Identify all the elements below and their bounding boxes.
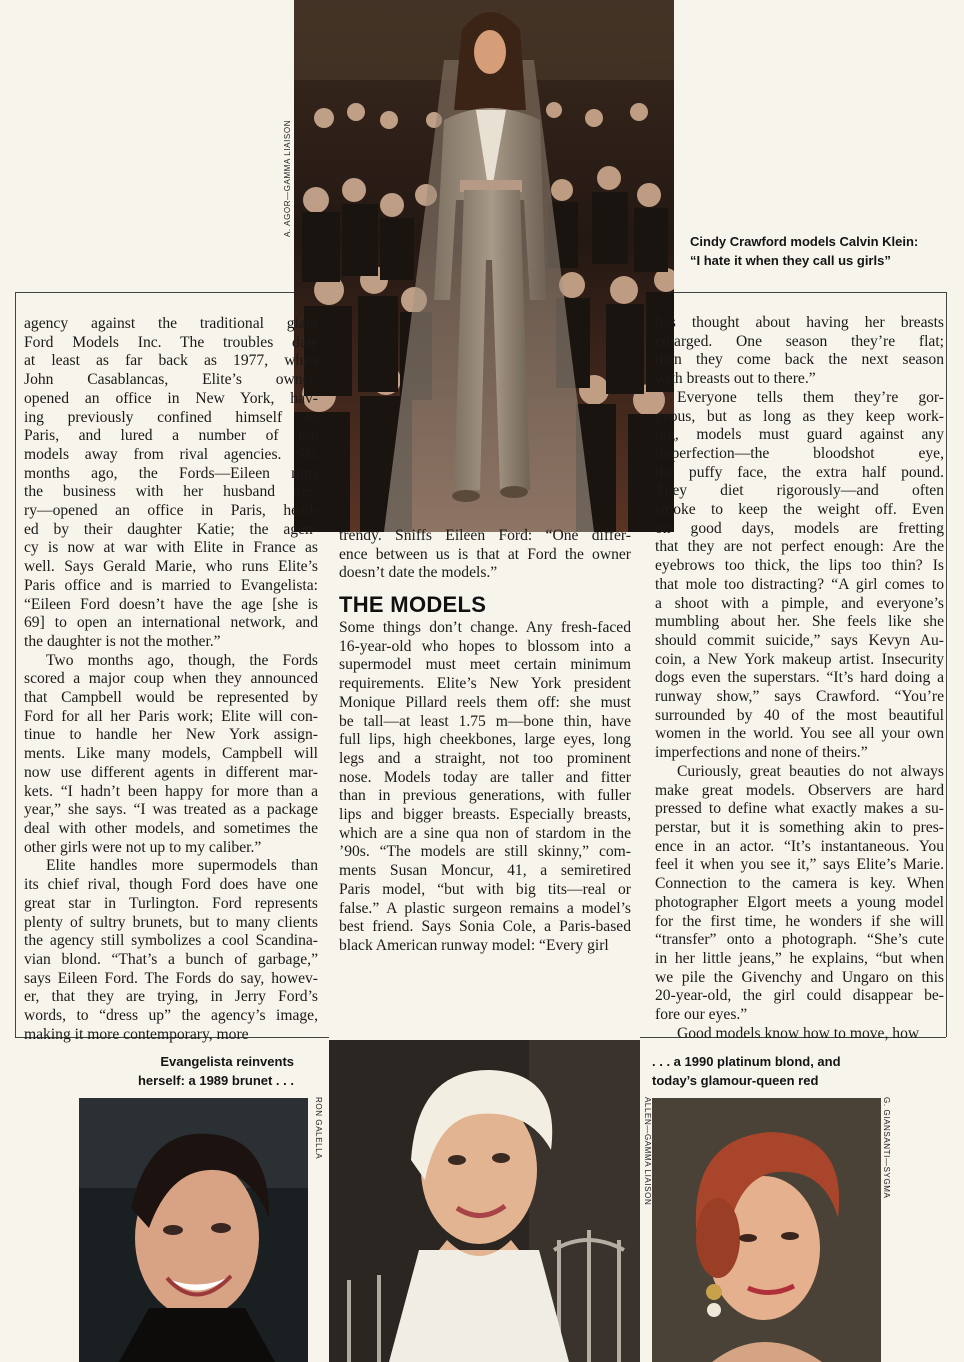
text-line: geous, but as long as they keep work- bbox=[655, 407, 944, 425]
text-line: ’90s. “The models are still skinny,” com- bbox=[339, 843, 631, 861]
text-line: lips and bigger breasts. Especially breasts, bbox=[339, 806, 631, 824]
text-line: tinue to handle her New York assign- bbox=[24, 726, 318, 744]
text-line: at least as far back as 1977, when bbox=[24, 352, 318, 370]
text-line: Monique Pillard reels them off: she must bbox=[339, 693, 631, 711]
text-line: black American runway model: “Every girl bbox=[339, 936, 609, 954]
text-line: models away from rival agencies. Six bbox=[24, 445, 318, 463]
text-line: with breasts out to there.” bbox=[655, 370, 816, 388]
text-line: be tall—at least 1.75 m—bone thin, have bbox=[339, 712, 631, 730]
text-line: Ford Models Inc. The troubles date bbox=[24, 333, 318, 351]
text-line: ments. Like many models, Campbell will bbox=[24, 745, 318, 763]
section-heading: THE MODELS bbox=[339, 592, 487, 617]
text-line: year,” she says. “I was treated as a package bbox=[24, 801, 318, 819]
brunet-photo-art bbox=[79, 1098, 308, 1362]
text-line: months ago, the Fords—Eileen runs bbox=[24, 464, 318, 482]
text-line: on good days, models are fretting bbox=[655, 519, 944, 537]
frame-rule-left bbox=[15, 292, 16, 1037]
text-line: er, that they are trying, in Jerry Ford’s bbox=[24, 988, 318, 1006]
text-line: the agency still symbolizes a cool Scandina- bbox=[24, 932, 318, 950]
red-hair-photo bbox=[652, 1098, 881, 1362]
text-line: Paris, and lured a number of top bbox=[24, 427, 318, 445]
platinum-photo-art bbox=[329, 1040, 640, 1362]
text-line: make great models. Observers are hard bbox=[655, 781, 944, 799]
text-line: “transfer” onto a photograph. “She’s cute bbox=[655, 931, 944, 949]
text-line: in her little jeans,” he explains, “but when bbox=[655, 949, 944, 967]
text-line: surrounded by 40 of the most beautiful bbox=[655, 706, 944, 724]
text-line: making it more contemporary, more bbox=[24, 1025, 249, 1043]
text-line: for the first time, he wonders if she will bbox=[655, 912, 944, 930]
brunet-photo-credit: RON GALELLA bbox=[314, 1097, 323, 1160]
text-line: John Casablancas, Elite’s owner, bbox=[24, 371, 318, 389]
text-line: trendy. Sniffs Eileen Ford: “One differ- bbox=[339, 527, 631, 544]
article-column-right bbox=[655, 314, 944, 1043]
text-line: we pile the Givenchy and Ungaro on this bbox=[655, 968, 944, 986]
text-line: the business with her husband Jer- bbox=[24, 483, 318, 501]
text-line: photographer Elgort meets a young model bbox=[655, 893, 944, 911]
platinum-photo-credit: ALLEN—GAMMA LIAISON bbox=[643, 1097, 652, 1206]
text-line: requirements. Elite’s New York president bbox=[339, 675, 631, 693]
runway-caption bbox=[690, 232, 918, 270]
text-line: pressed to define what exactly makes a su- bbox=[655, 800, 944, 818]
text-line: fore our eyes.” bbox=[655, 1006, 748, 1024]
text-line: than in previous generations, with fuller bbox=[339, 787, 631, 805]
text-line: perstar, but it is something akin to pres- bbox=[655, 818, 944, 836]
text-line: says Eileen Ford. The Fords do say, howev- bbox=[24, 969, 318, 987]
text-line: Some things don’t change. Any fresh-faced bbox=[339, 619, 631, 636]
text-line: has thought about having her breasts bbox=[655, 314, 944, 331]
text-line: Ford for all her Paris work; Elite will con- bbox=[24, 707, 318, 725]
text-line: vian blond. “That’s a bunch of garbage,” bbox=[24, 950, 318, 968]
brunet-caption-line-1: Evangelista reinvents bbox=[160, 1054, 294, 1069]
text-line: Two months ago, though, the Fords bbox=[46, 651, 318, 669]
red-hair-photo-credit: G. GIANSANTI—SYGMA bbox=[882, 1097, 891, 1199]
article-column-middle bbox=[339, 619, 631, 956]
text-line: the puffy face, the extra half pound. bbox=[655, 463, 944, 481]
text-line: that Campbell would be represented by bbox=[24, 689, 318, 707]
text-line: runway show,” says Crawford. “You’re bbox=[655, 688, 944, 706]
article-column-left bbox=[24, 315, 318, 1044]
text-line: ing, models must guard against any bbox=[655, 426, 944, 444]
text-line: which are a sine qua non of stardom in the bbox=[339, 824, 631, 842]
text-line: Elite handles more supermodels than bbox=[46, 857, 318, 875]
text-line: should commit suicide,” says Kevyn Au- bbox=[655, 631, 944, 649]
text-line: imperfection—the bloodshot eye, bbox=[655, 444, 944, 462]
text-line: full lips, high cheekbones, large eyes, long bbox=[339, 731, 631, 749]
text-line: best friend. Says Sonia Cole, a Paris-based bbox=[339, 918, 631, 936]
text-line: imperfections and none of theirs.” bbox=[655, 744, 868, 762]
text-line: Curiously, great beauties do not always bbox=[677, 762, 944, 780]
text-line: now use different agents in different mar- bbox=[24, 763, 318, 781]
brunet-caption-line-2: herself: a 1989 brunet . . . bbox=[137, 1073, 294, 1088]
text-line: that they are not perfect enough: Are the bbox=[655, 538, 944, 556]
text-line: legs and a straight, not too prominent bbox=[339, 749, 631, 767]
text-line: They diet rigorously—and often bbox=[655, 482, 944, 500]
text-line: great star in Turlington. Ford represents bbox=[24, 894, 318, 912]
runway-photo bbox=[294, 0, 674, 532]
text-line: ments Susan Moncur, 41, a semiretired bbox=[339, 862, 631, 880]
runway-photo-credit: A. AGOR—GAMMA LIAISON bbox=[283, 119, 292, 237]
text-line: ence between us is that at Ford the owner bbox=[339, 545, 631, 563]
text-line: “Eileen Ford doesn’t have the age [she is bbox=[24, 595, 318, 613]
text-line: that mole too distracting? “A girl comes to bbox=[655, 575, 944, 593]
brunet-caption bbox=[118, 1052, 294, 1090]
text-line: cy is now at war with Elite in France as bbox=[24, 539, 318, 557]
text-line: well. Says Gerald Marie, who runs Elite’s bbox=[24, 558, 318, 576]
runway-caption-line-2: “I hate it when they call us girls” bbox=[690, 253, 891, 268]
text-line: ence in an actor. “It’s instantaneous. You bbox=[655, 837, 944, 855]
text-line: agency against the traditional giant bbox=[24, 315, 318, 332]
text-line: Connection to the camera is key. When bbox=[655, 875, 944, 893]
text-line: feel it when you see it,” says Elite’s Marie. bbox=[655, 856, 944, 874]
frame-rule-right bbox=[946, 292, 947, 1037]
text-line: 16-year-old who hopes to blossom into a bbox=[339, 637, 631, 655]
text-line: kets. “I hadn’t been happy for more than a bbox=[24, 782, 318, 800]
text-line: false.” A plastic surgeon remains a model’s bbox=[339, 899, 631, 917]
text-line: coin, a New York makeup artist. Insecurity bbox=[655, 650, 944, 668]
text-line: nose. Models today are taller and fitter bbox=[339, 768, 631, 786]
text-line: women in the world. You see all your own bbox=[655, 725, 944, 743]
frame-rule-top-right bbox=[674, 292, 946, 293]
text-line: a shoot with a pimple, and everyone’s bbox=[655, 594, 944, 612]
text-line: ry—opened an office in Paris, head- bbox=[24, 502, 318, 520]
text-line: dogs even the superstars. “It’s hard doing a bbox=[655, 669, 944, 687]
frame-rule-top-left bbox=[15, 292, 294, 293]
text-line: ing previously confined himself to bbox=[24, 408, 318, 426]
text-line: supermodel must meet certain minimum bbox=[339, 656, 631, 674]
text-line: deal with other models, and sometimes the bbox=[24, 819, 318, 837]
text-line: Paris office and is married to Evangelista: bbox=[24, 576, 318, 594]
red-caption-line-1: . . . a 1990 platinum blond, and bbox=[652, 1054, 841, 1069]
red-caption bbox=[652, 1052, 841, 1090]
text-line: Everyone tells them they’re gor- bbox=[677, 388, 944, 406]
text-line: words, to “dress up” the agency’s image, bbox=[24, 1007, 318, 1025]
text-line: scored a major coup when they announced bbox=[24, 670, 318, 688]
text-line: the daughter is not the mother.” bbox=[24, 632, 221, 650]
text-line: smoke to keep the weight off. Even bbox=[655, 501, 944, 519]
text-line: 20-year-old, the girl could disappear be- bbox=[655, 987, 944, 1005]
text-line: enlarged. One season they’re flat; bbox=[655, 332, 944, 350]
article-column-middle-top bbox=[339, 527, 631, 583]
text-line: opened an office in New York, hav- bbox=[24, 389, 318, 407]
text-line: its chief rival, though Ford does have one bbox=[24, 876, 318, 894]
red-caption-line-2: today’s glamour-queen red bbox=[652, 1073, 819, 1088]
text-line: eyebrows too thick, the lips too thin? Is bbox=[655, 557, 944, 575]
text-line: ed by their daughter Katie; the agen- bbox=[24, 520, 318, 538]
text-line: other girls were not up to my caliber.” bbox=[24, 838, 262, 856]
text-line: 69] to open an international network, and bbox=[24, 614, 318, 632]
red-hair-photo-art bbox=[652, 1098, 881, 1362]
text-line: then they come back the next season bbox=[655, 351, 944, 369]
text-line: Paris model, “but with big tits—real or bbox=[339, 880, 631, 898]
runway-photo-art bbox=[294, 0, 674, 532]
text-line: mumbling about her. She feels like she bbox=[655, 613, 944, 631]
text-line: plenty of sultry brunets, but to many clients bbox=[24, 913, 318, 931]
text-line: doesn’t date the models.” bbox=[339, 564, 498, 582]
runway-caption-line-1: Cindy Crawford models Calvin Klein: bbox=[690, 234, 919, 249]
platinum-photo bbox=[329, 1040, 640, 1362]
brunet-photo bbox=[79, 1098, 308, 1362]
text-line: Good models know how to move, how bbox=[677, 1024, 920, 1042]
